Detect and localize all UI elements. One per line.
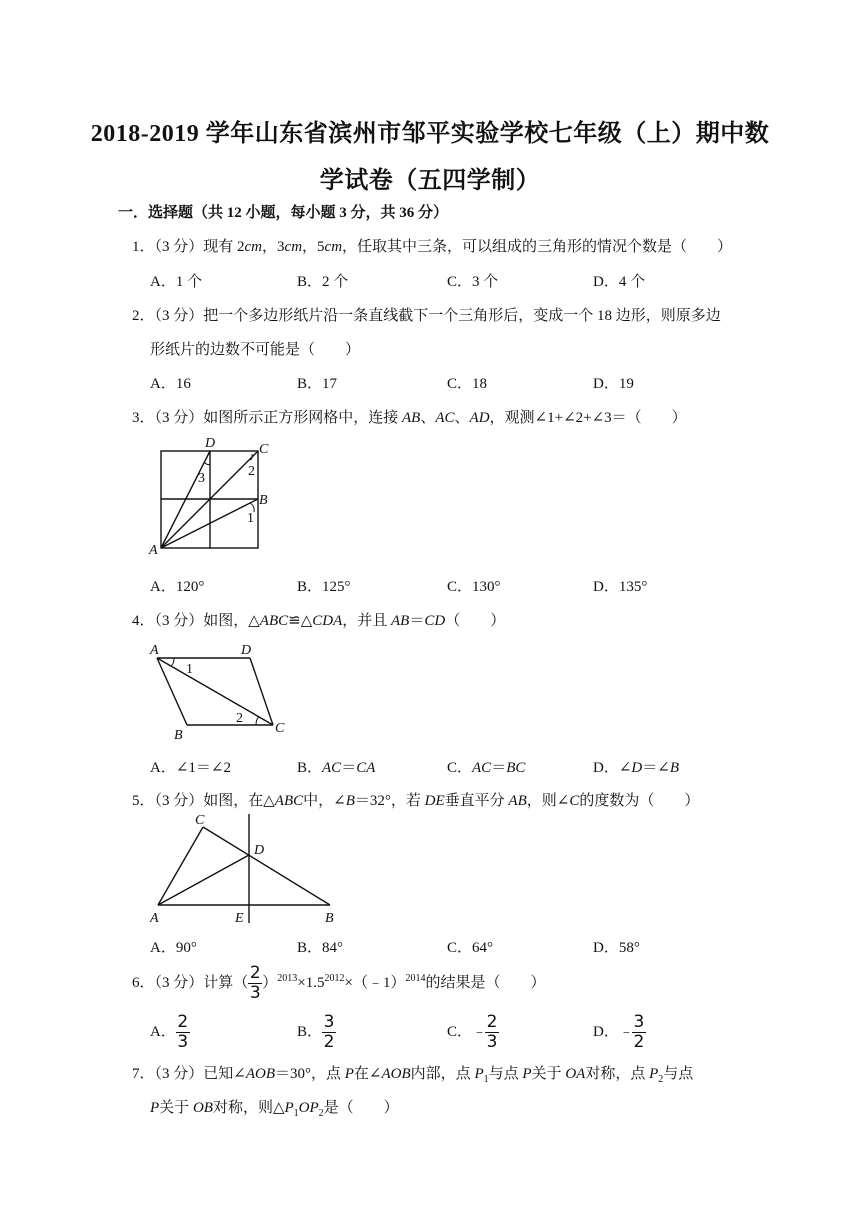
question-3: 3．（3 分）如图所示正方形网格中，连接 AB、AC、AD，观测∠1+∠2+∠3＝（ ） (132, 410, 687, 426)
q1-option-a: A．1 个 (150, 274, 203, 290)
q4-option-d: D．∠D＝∠B (593, 760, 679, 776)
q5-label-d: D (254, 843, 265, 858)
question-1: 1．（3 分）现有 2cm，3cm，5cm，任取其中三条，可以组成的三角形的情况个数是（ ） (132, 239, 733, 255)
q6-option-a: A． $\frac{2}{3}$ (150, 1012, 189, 1052)
q5-option-b: B．84° (297, 940, 344, 956)
q2-option-d: D．19 (593, 376, 634, 392)
q5-option-a: A．90° (150, 940, 197, 956)
exam-title-line1: 2018-2019 学年山东省滨州市邹平实验学校七年级（上）期中数 (90, 121, 770, 147)
q1-option-b: B．2 个 (297, 274, 349, 290)
q2-option-b: B．17 (297, 376, 338, 392)
q2-option-a: A．16 (150, 376, 191, 392)
q2-option-c: C．18 (447, 376, 488, 392)
q3-label-b: B (259, 493, 268, 508)
q4-option-a: A．∠1＝∠2 (150, 760, 231, 776)
q4-parallelogram-figure (140, 638, 300, 744)
section-heading: 一．选择题（共 12 小题，每小题 3 分，共 36 分） (118, 205, 449, 221)
q3-angle-3: 3 (198, 471, 205, 486)
q5-option-d: D．58° (593, 940, 640, 956)
q5-label-a: A (150, 911, 159, 925)
q5-label-c: C (195, 813, 205, 828)
q3-option-b: B．125° (297, 579, 351, 595)
q3-angle-2: 2 (248, 464, 255, 479)
q5-triangle-figure (140, 810, 350, 925)
q4-label-b: B (174, 728, 183, 743)
q4-option-c: C．AC＝BC (447, 760, 526, 776)
q5-label-b: B (325, 911, 334, 925)
q3-option-c: C．130° (447, 579, 501, 595)
q4-angle-1: 1 (186, 662, 193, 677)
question-4: 4．（3 分）如图，△ABC≌△CDA，并且 AB＝CD（ ） (132, 613, 506, 629)
question-7-line1: 7．（3 分）已知∠AOB＝30°，点 P在∠AOB内部，点 $P_1$与点 P关于 OA对称，点 $P_2$与点 (132, 1066, 694, 1085)
q6-option-c: C．﹣ $\frac{2}{3}$ (447, 1012, 498, 1052)
question-7-line2: P关于 OB对称，则$\triangle P_1OP_2$是（ ） (150, 1100, 399, 1119)
q1-option-d: D．4 个 (593, 274, 646, 290)
q3-option-a: A．120° (150, 579, 205, 595)
q3-label-c: C (259, 442, 269, 457)
q3-option-d: D．135° (593, 579, 648, 595)
question-2-line2: 形纸片的边数不可能是（ ） (150, 342, 361, 358)
q6-option-b: B． $\frac{3}{2}$ (297, 1012, 335, 1052)
q6-option-d: D．﹣ $\frac{3}{2}$ (593, 1012, 645, 1052)
q6-fraction: $\frac{2}{3}$ (249, 963, 261, 1004)
q3-angle-1: 1 (247, 511, 254, 526)
q3-grid-figure (140, 432, 290, 560)
q4-label-c: C (275, 721, 285, 736)
q4-label-a: A (150, 643, 159, 658)
q4-label-d: D (241, 643, 252, 658)
q4-angle-2: 2 (236, 711, 243, 726)
q4-option-b: B．AC＝CA (297, 760, 376, 776)
q5-label-e: E (235, 911, 244, 925)
question-2-line1: 2．（3 分）把一个多边形纸片沿一条直线截下一个三角形后，变成一个 18 边形，则原多边 (132, 308, 721, 324)
q3-label-a: A (149, 543, 158, 558)
exam-title-line2: 学试卷（五四学制） (319, 168, 541, 194)
question-5: 5．（3 分）如图，在△ABC中，∠B＝32°，若 DE垂直平分 AB，则∠C的度数为（ ） (132, 793, 700, 809)
q3-label-d: D (205, 436, 216, 451)
question-6: 6．（3 分）计算（ $\frac{2}{3}$ ）$^{2013}\times 1.5^{2012}\times(﹣1)^{2014}$的结果是（ ） (132, 963, 546, 1004)
q5-option-c: C．64° (447, 940, 494, 956)
q1-option-c: C．3 个 (447, 274, 499, 290)
